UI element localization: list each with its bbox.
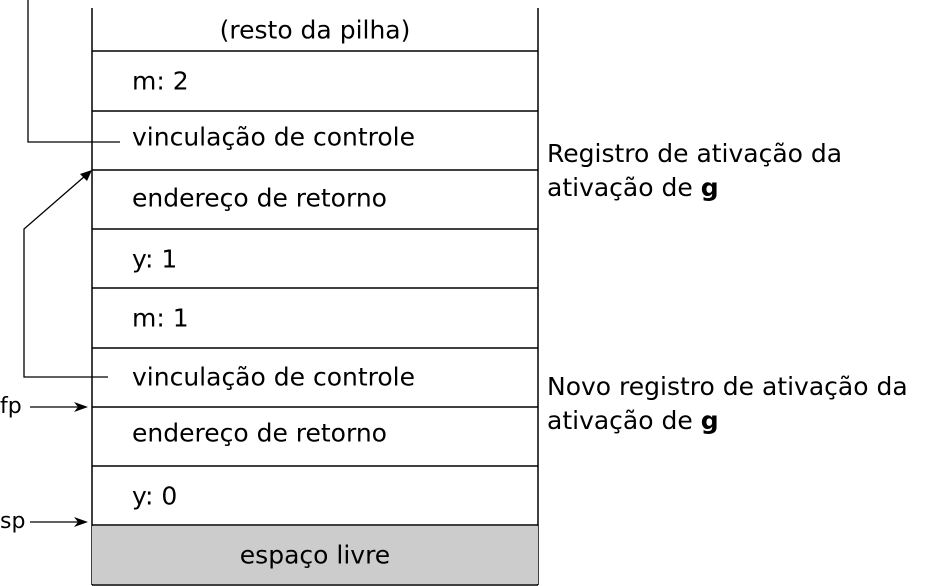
- activation-stack: [92, 0, 538, 586]
- fp-label: fp: [0, 394, 22, 419]
- stack-cell-m2: [92, 51, 538, 111]
- stack-cell-y0: [92, 466, 538, 525]
- annotation-line: [547, 404, 908, 438]
- annotation-activation-record: [547, 137, 842, 205]
- stack-cell-m1: [92, 288, 538, 348]
- stack-cell-control-link-1: [92, 111, 538, 162]
- annotation-line: Registro de ativação da: [547, 139, 843, 168]
- stack-cell-label: m: 2: [132, 66, 189, 96]
- sp-label: sp: [0, 509, 26, 534]
- stack-cell-label: vinculação de controle: [132, 362, 415, 391]
- stack-cell-return-address-1: [92, 170, 538, 225]
- stack-cell-label: vinculação de controle: [132, 122, 415, 151]
- stack-cell-label: y: 0: [132, 481, 178, 510]
- stack-cell-return-address-2: [92, 407, 538, 459]
- stack-cell-label: y: 1: [132, 244, 178, 273]
- stack-cell-control-link-2: [92, 348, 538, 405]
- stack-cell-label: endereço de retorno: [132, 183, 387, 212]
- annotation-prefix: ativação de: [547, 173, 701, 202]
- annotation-line: Novo registro de ativação da: [547, 372, 908, 401]
- stack-cell-label: m: 1: [132, 303, 189, 333]
- annotation-prefix: ativação de: [547, 406, 701, 435]
- stack-cell-y1: [92, 229, 538, 288]
- stack-cell-label: endereço de retorno: [132, 418, 387, 448]
- stack-cell-free-space: [92, 526, 538, 584]
- annotation-function-name: g: [700, 173, 719, 202]
- annotation-new-activation-record: [547, 370, 908, 438]
- annotation-line: [547, 171, 842, 205]
- annotation-function-name: g: [700, 406, 719, 435]
- stack-cell-label: espaço livre: [239, 540, 391, 570]
- stack-cell-rest: [92, 8, 538, 51]
- stack-cell-label: (resto da pilha): [219, 15, 411, 44]
